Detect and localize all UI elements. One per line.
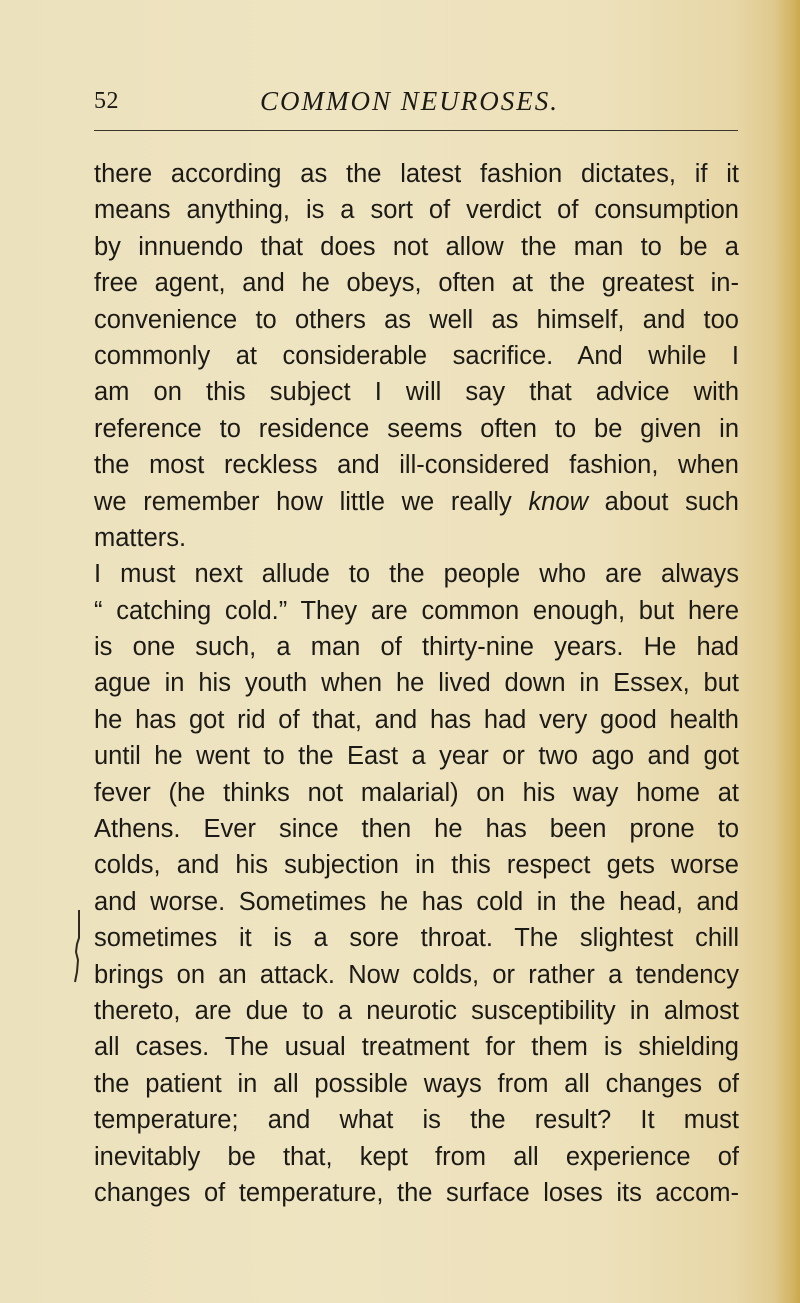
text-line: means anything, is a sort of verdict of consumption xyxy=(94,196,739,225)
text-line: by innuendo that does not allow the man to be a xyxy=(94,232,739,261)
text-line: commonly at considerable sacrifice. And while I xyxy=(94,341,739,370)
text-line: all cases. The usual treatment for them is shielding xyxy=(94,1033,739,1062)
text-line: the most reckless and ill-considered fashion, when xyxy=(94,451,739,480)
text-line: thereto, are due to a neurotic susceptibility in almost xyxy=(94,996,739,1025)
text-line: free agent, and he obeys, often at the greatest in- xyxy=(94,269,739,298)
text-line: is one such, a man of thirty-nine years. He had xyxy=(94,633,739,662)
text-line: he has got rid of that, and has had very good health xyxy=(94,705,739,734)
text-line: the patient in all possible ways from all changes of xyxy=(94,1069,739,1098)
text-line: temperature; and what is the result? It must xyxy=(94,1106,739,1135)
body-text xyxy=(94,156,739,1211)
text-line: Athens. Ever since then he has been prone to xyxy=(94,815,739,844)
text-line: ague in his youth when he lived down in Essex, but xyxy=(94,669,739,698)
page-edge-shading xyxy=(774,0,800,1303)
paragraph-first-line: I must next allude to the people who are always xyxy=(94,560,739,589)
text-line xyxy=(94,484,739,520)
text-line: brings on an attack. Now colds, or rather a tendency xyxy=(94,960,739,989)
text-line: inevitably be that, kept from all experience of xyxy=(94,1142,739,1171)
italic-word: know xyxy=(528,487,588,516)
text-line: matters. xyxy=(94,523,187,552)
text-run: we remember how little we really xyxy=(94,487,529,516)
text-line: fever (he thinks not malarial) on his way home at xyxy=(94,778,739,807)
text-line: “ catching cold.” They are common enough, but here xyxy=(94,596,739,625)
text-line: colds, and his subjection in this respect gets worse xyxy=(94,851,739,880)
text-line: reference to residence seems often to be given in xyxy=(94,414,739,443)
text-line: sometimes it is a sore throat. The slightest chill xyxy=(94,924,739,953)
text-line: and worse. Sometimes he has cold in the head, and xyxy=(94,887,739,916)
page-header xyxy=(94,84,734,124)
page-number: 52 xyxy=(94,88,119,114)
text-line: am on this subject I will say that advice with xyxy=(94,378,739,407)
text-line: changes of temperature, the surface loses its accom- xyxy=(94,1178,739,1207)
text-line: convenience to others as well as himself, and too xyxy=(94,305,739,334)
header-rule xyxy=(94,130,738,131)
text-line: until he went to the East a year or two ago and got xyxy=(94,742,739,771)
running-head: COMMON NEUROSES. xyxy=(260,86,559,116)
text-run: about such xyxy=(587,487,739,516)
text-line: there according as the latest fashion dictates, if it xyxy=(94,160,739,188)
margin-bracket-mark xyxy=(74,908,82,984)
